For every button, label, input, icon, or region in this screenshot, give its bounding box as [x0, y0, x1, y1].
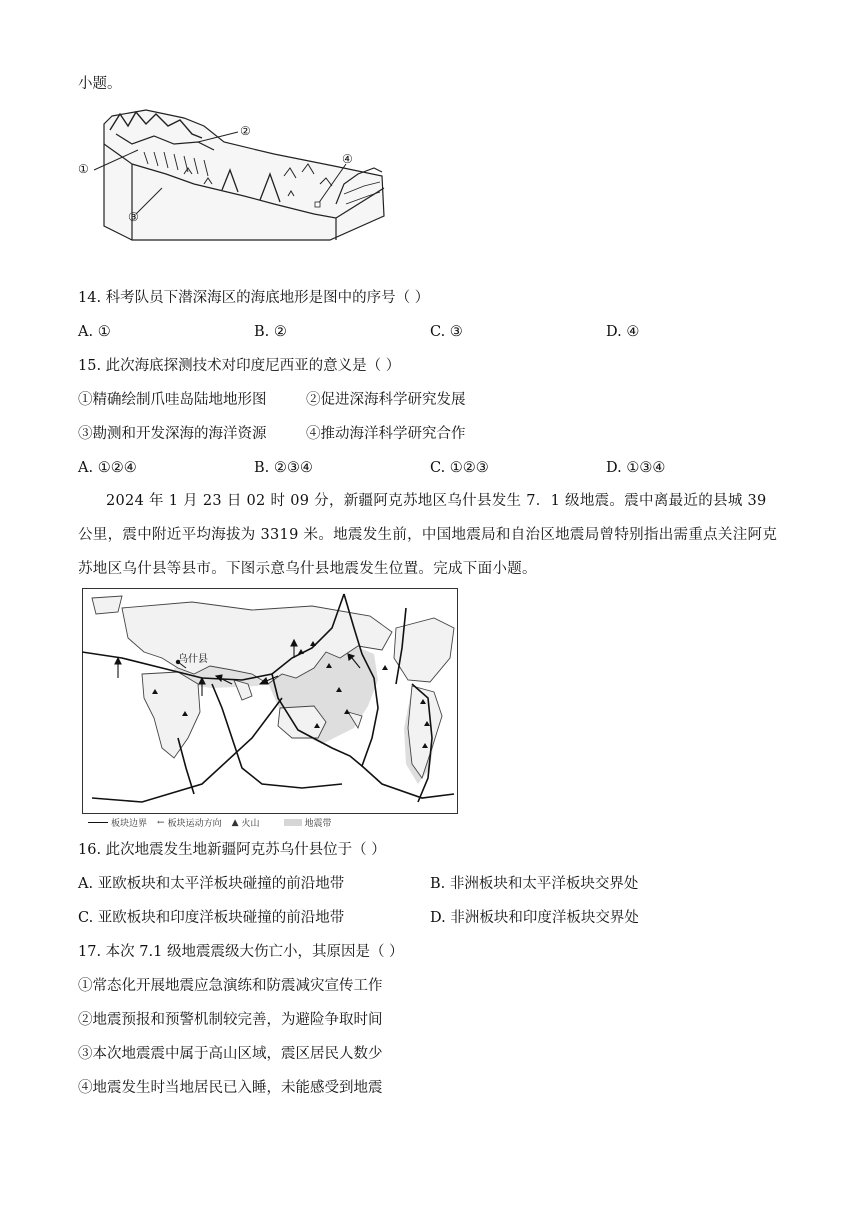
q17-item-3: ③本次地震震中属于高山区域，震区居民人数少 — [78, 1046, 383, 1062]
legend-volcano: ▲ 火山 — [231, 817, 260, 829]
q15-stem: 15. 此次海底探测技术对印度尼西亚的意义是（ ） — [78, 358, 401, 374]
plate-map-svg — [82, 588, 458, 814]
q14-option-a[interactable]: A. ① — [78, 324, 111, 340]
q14-stem: 14. 科考队员下潜深海区的海底地形是图中的序号（ ） — [78, 290, 430, 306]
intro-tail: 小题。 — [78, 76, 122, 92]
q16-stem: 16. 此次地震发生地新疆阿克苏乌什县位于（ ） — [78, 842, 386, 858]
passage-text: 2024 年 1 月 23 日 02 时 09 分，新疆阿克苏地区乌什县发生 7．1 级地震。震中离最近的县城 39 公里，震中附近平均海拔为 3319 米。地震发生前，中国地震局和自治区地震局曾特别指出需重点关注阿克苏地区乌什县等县市。下图示意乌什县地震发生位置。完成下面小题。 — [78, 493, 778, 577]
q15-item-4: ④推动海洋科学研究合作 — [306, 426, 466, 442]
q15-option-c[interactable]: C. ①②③ — [430, 460, 489, 476]
legend-belt: 地震带 — [284, 816, 332, 829]
q17-item-4: ④地震发生时当地居民已入睡，未能感受到地震 — [78, 1080, 383, 1096]
belt-swatch-icon — [284, 819, 302, 826]
q16-option-a[interactable]: A. 亚欧板块和太平洋板块碰撞的前沿地带 — [78, 876, 345, 892]
q15-item-3: ③勘测和开发深海的海洋资源 — [78, 426, 267, 442]
arrow-left-icon: ← — [157, 817, 165, 828]
figure1-label-2: ② — [240, 124, 251, 138]
map-place-label: 乌什县 — [178, 654, 208, 665]
q16-option-c[interactable]: C. 亚欧板块和印度洋板块碰撞的前沿地带 — [78, 910, 345, 926]
q17-stem: 17. 本次 7.1 级地震震级大伤亡小，其原因是（ ） — [78, 944, 404, 960]
figure1-label-1: ① — [78, 162, 89, 176]
legend-boundary: 板块边界 — [88, 816, 147, 829]
q15-item-2: ②促进深海科学研究发展 — [306, 392, 466, 408]
q15-option-d[interactable]: D. ①③④ — [606, 460, 666, 476]
legend-motion: ← 板块运动方向 — [157, 817, 222, 829]
q17-item-2: ②地震预报和预警机制较完善，为避险争取时间 — [78, 1012, 383, 1028]
q15-option-b[interactable]: B. ②③④ — [254, 460, 313, 476]
q14-option-b[interactable]: B. ② — [254, 324, 287, 340]
q14-option-d[interactable]: D. ④ — [606, 324, 640, 340]
figure1-label-3: ③ — [128, 210, 139, 224]
q15-option-a[interactable]: A. ①②④ — [78, 460, 137, 476]
q16-option-b[interactable]: B. 非洲板块和太平洋板块交界处 — [430, 876, 639, 892]
volcano-icon: ▲ — [231, 817, 239, 828]
plate-map-figure — [82, 588, 458, 828]
q15-item-1: ①精确绘制爪哇岛陆地地形图 — [78, 392, 267, 408]
q14-option-c[interactable]: C. ③ — [430, 324, 463, 340]
q17-item-1: ①常态化开展地震应急演练和防震减灾宣传工作 — [78, 978, 383, 994]
figure1-label-4: ④ — [342, 152, 353, 166]
seafloor-diagram-svg — [74, 104, 394, 244]
seafloor-block-diagram — [74, 104, 394, 244]
map-legend — [88, 816, 452, 829]
q16-option-d[interactable]: D. 非洲板块和印度洋板块交界处 — [430, 910, 639, 926]
boundary-line-icon — [88, 822, 108, 823]
